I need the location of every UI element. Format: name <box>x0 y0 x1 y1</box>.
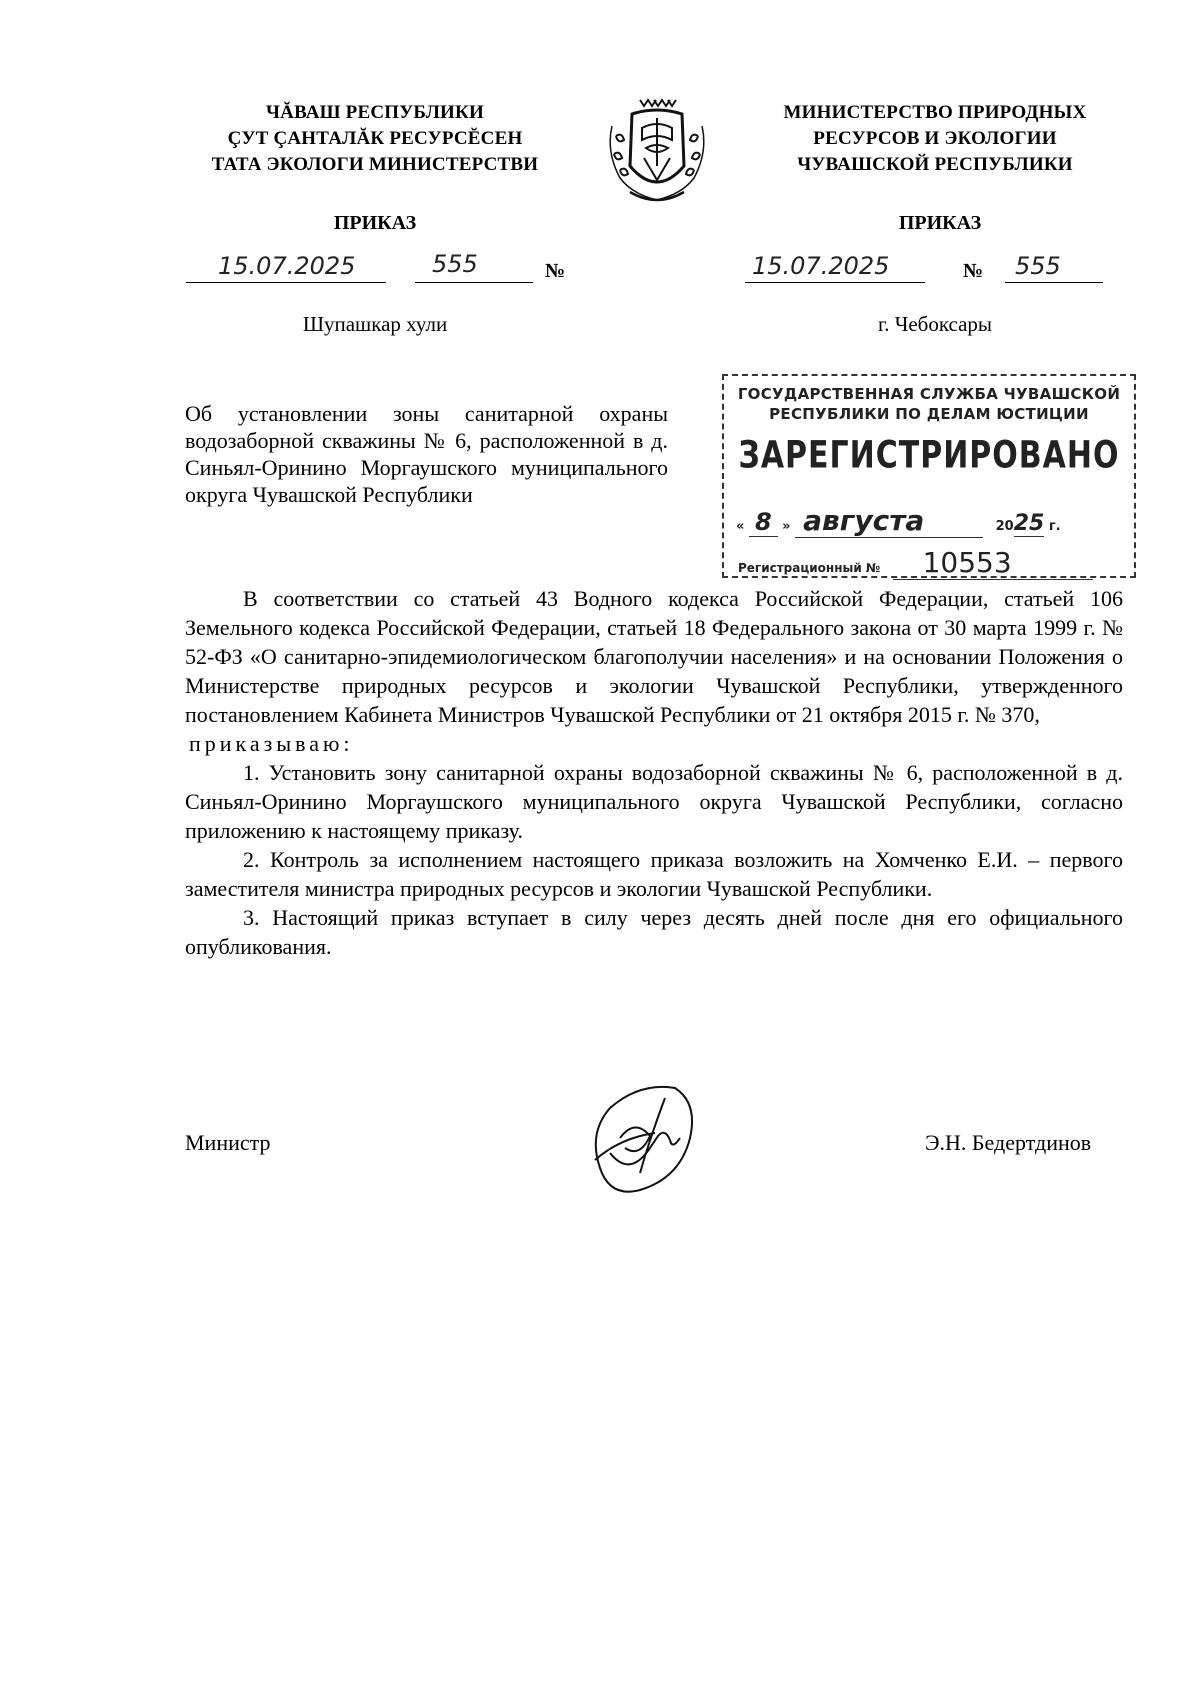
body-item-2: 2. Контроль за исполнением настоящего приказа возложить на Хомченко Е.И. – первого заместителя министра природных ресурсов и экологии Чувашской Республики. <box>185 847 1123 901</box>
order-title-right: ПРИКАЗ <box>898 212 982 234</box>
header-right-line2: РЕСУРСОВ И ЭКОЛОГИИ <box>813 128 1057 149</box>
stamp-year-prefix: 20 <box>995 519 1014 534</box>
header-left <box>195 100 555 178</box>
header-right-line3: ЧУВАШСКОЙ РЕСПУБЛИКИ <box>797 154 1073 175</box>
chuvash-coat-of-arms-icon <box>602 96 712 208</box>
date-underline-left <box>186 282 386 283</box>
stamp-reg-row <box>738 546 1128 580</box>
order-title-left: ПРИКАЗ <box>333 212 417 234</box>
city-right: г. Чебоксары <box>877 312 993 336</box>
header-right <box>745 100 1125 178</box>
stamp-month: августа <box>795 504 983 538</box>
stamp-date-row <box>736 504 1126 538</box>
order-number-right: 555 <box>1015 252 1061 280</box>
handwritten-signature-icon <box>580 1078 710 1208</box>
signature-position: Министр <box>185 1130 271 1155</box>
body-item-1: 1. Установить зону санитарной охраны водозаборной скважины № 6, расположенной в д. Синьял-Оринино Моргаушского муниципального округа Чувашской Республики, согласно приложению к настоящему приказу. <box>185 760 1123 843</box>
header-left-line1: ЧĂВАШ РЕСПУБЛИКИ <box>266 102 484 123</box>
order-number-left: 555 <box>432 250 478 278</box>
stamp-reg-number: 10553 <box>893 546 1093 580</box>
order-subject: Об установлении зоны санитарной охраны водозаборной скважины № 6, расположенной в д. Синьял-Оринино Моргаушского муниципального округа Чувашской Республики <box>185 401 668 507</box>
number-underline-left <box>415 282 533 283</box>
stamp-reg-label: Регистрационный № <box>738 561 881 575</box>
order-date-left: 15.07.2025 <box>218 252 356 280</box>
stamp-day: 8 <box>749 508 778 537</box>
stamp-year-letter: г. <box>1048 519 1061 534</box>
registration-stamp <box>722 374 1136 578</box>
header-left-line3: ТАТА ЭКОЛОГИ МИНИСТЕРСТВИ <box>211 154 539 175</box>
date-underline-right <box>745 282 925 283</box>
stamp-quote-open: « <box>736 519 745 534</box>
number-sign-left: № <box>545 260 566 282</box>
signature-name: Э.Н. Бедертдинов <box>925 1130 1092 1155</box>
stamp-line2: РЕСПУБЛИКИ ПО ДЕЛАМ ЮСТИЦИИ <box>769 405 1089 423</box>
stamp-quote-close: » <box>782 519 791 534</box>
body-preamble: В соответствии со статьей 43 Водного кодекса Российской Федерации, статьей 106 Земельного кодекса Российской Федерации, статьей 18 Федерального закона от 30 марта 1999 г. № 52-ФЗ «О санитарно-эпидемиологическом благополучии населения» и на основании Положения о Министерстве природных ресурсов и экологии Чувашской Республики, утвержденного постановлением Кабинета Министров Чувашской Республики от 21 октября 2015 г. № 370, <box>185 586 1123 727</box>
body-item-3: 3. Настоящий приказ вступает в силу через десять дней после дня его официального опубликования. <box>185 905 1123 959</box>
header-right-line1: МИНИСТЕРСТВО ПРИРОДНЫХ <box>783 102 1087 123</box>
order-body <box>185 584 1123 961</box>
number-sign-right: № <box>963 260 984 282</box>
body-order-word: приказываю: <box>189 731 354 756</box>
stamp-line1: ГОСУДАРСТВЕННАЯ СЛУЖБА ЧУВАШСКОЙ <box>737 385 1121 403</box>
stamp-year-suffix: 25 <box>1013 511 1045 536</box>
number-underline-right <box>1005 282 1103 283</box>
stamp-registered: ЗАРЕГИСТРИРОВАНО <box>738 433 1120 478</box>
city-left: Шупашкар хули <box>302 312 448 336</box>
order-date-right: 15.07.2025 <box>752 252 890 280</box>
header-left-line2: ÇУТ ÇАНТАЛĂК РЕСУРСĔСЕН <box>227 128 523 149</box>
